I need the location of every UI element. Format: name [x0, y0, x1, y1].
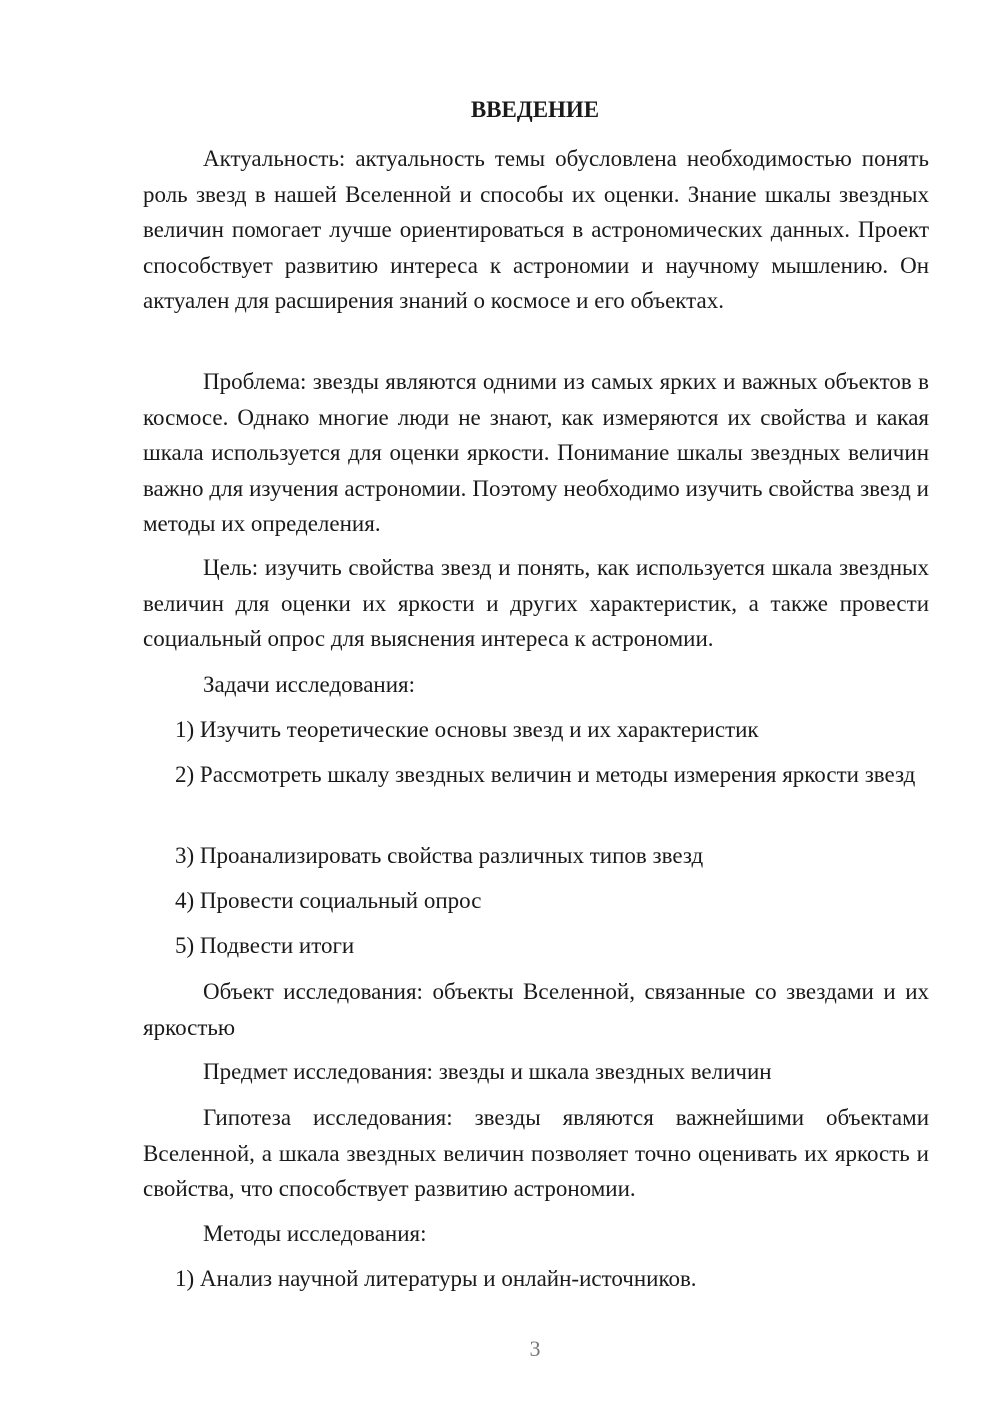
task-item-5: 5) Подвести итоги: [175, 933, 355, 958]
hypothesis-paragraph: Гипотеза исследования: звезды являются важнейшими объектами Вселенной, а шкала звездных величин позволяет точно оценивать их яркость и свойства, что способствует развитию астрономии.: [143, 1105, 929, 1201]
task-item-1: 1) Изучить теоретические основы звезд и их характеристик: [175, 717, 759, 742]
problem-paragraph: Проблема: звезды являются одними из самых ярких и важных объектов в космосе. Однако многие люди не знают, как измеряются их свойства и какая шкала используется для оценки яркости. Понимание шкалы звездных величин важно для изучения астрономии. Поэтому необходимо изучить свойства звезд и методы их определения.: [143, 369, 929, 536]
research-object-paragraph: Объект исследования: объекты Вселенной, связанные со звездами и их яркостью: [143, 979, 929, 1040]
page-number: 3: [529, 1336, 541, 1361]
methods-heading: Методы исследования:: [203, 1221, 427, 1246]
research-subject-paragraph: Предмет исследования: звезды и шкала звездных величин: [203, 1059, 772, 1084]
task-item-2: 2) Рассмотреть шкалу звездных величин и методы измерения яркости звезд: [175, 762, 916, 787]
section-heading: ВВЕДЕНИЕ: [470, 97, 600, 122]
method-item-1: 1) Анализ научной литературы и онлайн-источников.: [175, 1266, 697, 1291]
task-item-3: 3) Проанализировать свойства различных типов звезд: [175, 843, 704, 868]
task-item-4: 4) Провести социальный опрос: [175, 888, 482, 913]
goal-paragraph: Цель: изучить свойства звезд и понять, как используется шкала звездных величин для оценки их яркости и других характеристик, а также провести социальный опрос для выяснения интереса к астрономии.: [143, 555, 929, 651]
tasks-heading: Задачи исследования:: [203, 672, 416, 697]
relevance-paragraph: Актуальность: актуальность темы обусловлена необходимостью понять роль звезд в нашей Вселенной и способы их оценки. Знание шкалы звездных величин помогает лучше ориентироваться в астрономических данных. Проект способствует развитию интереса к астрономии и научному мышлению. Он актуален для расширения знаний о космосе и его объектах.: [143, 146, 929, 313]
